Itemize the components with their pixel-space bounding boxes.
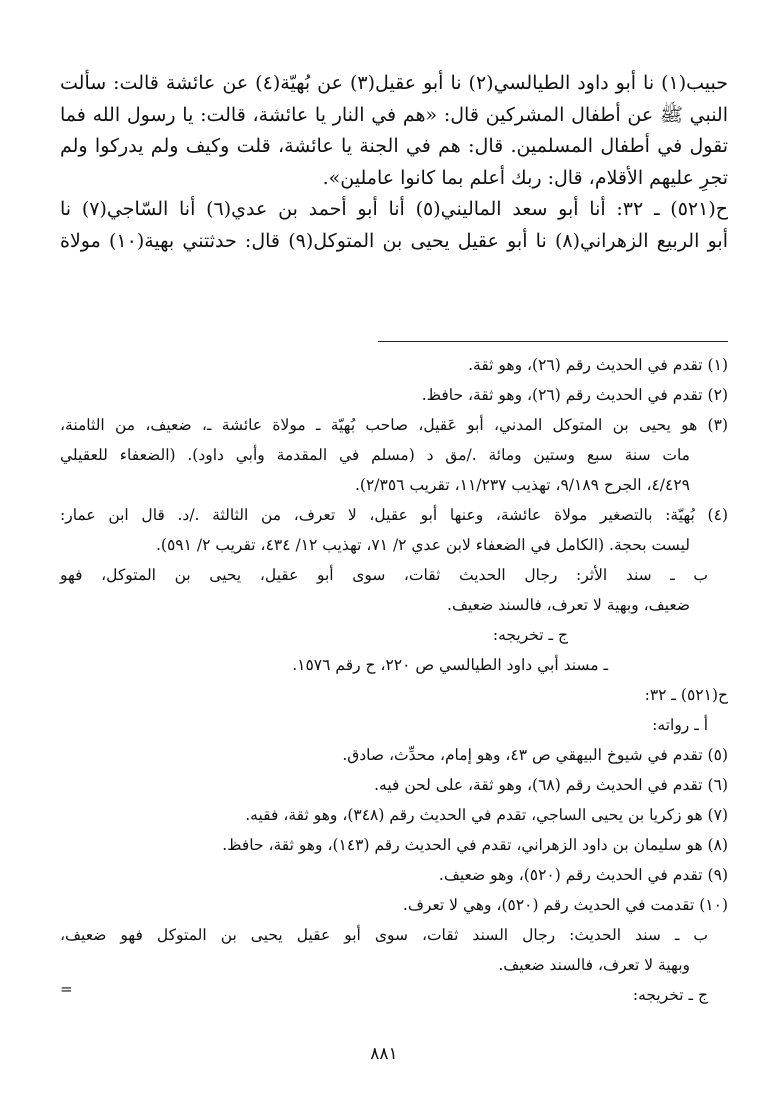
footnote-line: ٤/٤٢٩، الجرح ٩/١٨٩، تهذيب ١١/٢٣٧، تقريب ٢/٣٥٦). bbox=[355, 476, 690, 494]
footnote-line: أ ـ رواته: bbox=[652, 716, 708, 734]
footnote-line: (٥) تقدم في شيوخ البيهقي ص ٤٣، وهو إمام، محدِّث، صادق. bbox=[342, 746, 728, 764]
footnote-line: (٣) هو يحيى بن المتوكل المدني، أبو عَقيل، صاحب بُهيّة ـ مولاة عائشة ـ، ضعيف، من الثامنة، bbox=[60, 416, 728, 434]
footnote-line: مات سنة سبع وستين ومائة ./مق د (مسلم في المقدمة وأبي داود). (الضعفاء للعقيلي bbox=[60, 446, 690, 464]
footnote-line: (٢) تقدم في الحديث رقم (٢٦)، وهو ثقة، حافظ. bbox=[421, 386, 728, 404]
footnote-line: ب ـ سند الأثر: رجال الحديث ثقات، سوى أبو عقيل، يحيى بن المتوكل، فهو bbox=[60, 566, 708, 584]
footnote-line: ضعيف، وبهية لا تعرف، فالسند ضعيف. bbox=[447, 596, 690, 614]
footnote-line: (٧) هو زكريا بن يحيى الساجي، تقدم في الحديث رقم (٣٤٨)، وهو ثقة، فقيه. bbox=[245, 806, 728, 824]
footnote-line: (٨) هو سليمان بن داود الزهراني، تقدم في الحديث رقم (١٤٣)، وهو ثقة، حافظ. bbox=[222, 836, 728, 854]
main-line: النبي ﷺ عن أطفال المشركين قال: «هم في النار يا عائشة، قالت: يا رسول الله فما bbox=[60, 103, 728, 126]
footnote-line: ليست بحجة. (الكامل في الضعفاء لابن عدي ٢/ ٧١، تهذيب ١٢/ ٤٣٤، تقريب ٢/ ٥٩١). bbox=[156, 536, 690, 554]
footnote-line: ـ مسند أبي داود الطيالسي ص ٢٢٠، ح رقم ١٥٧٦. bbox=[292, 656, 608, 674]
main-line: حبيب(١) نا أبو داود الطيالسي(٢) نا أبو عقيل(٣) عن بُهيّة(٤) عن عائشة قالت: سألت bbox=[60, 72, 729, 94]
footnote-line: (١) تقدم في الحديث رقم (٢٦)، وهو ثقة. bbox=[468, 356, 728, 374]
main-text bbox=[60, 68, 728, 257]
footnote-line: (٩) تقدم في الحديث رقم (٥٢٠)، وهو ضعيف. bbox=[438, 866, 728, 884]
footnote-line: (١٠) تقدمت في الحديث رقم (٥٢٠)، وهي لا تعرف. bbox=[402, 896, 728, 914]
footnote-line: (٤) بُهيّة: بالتصغير مولاة عائشة، وعنها أبو عقيل، لا تعرف، من الثالثة ./د. قال ابن عمار: bbox=[60, 506, 728, 524]
footnote-line: ج ـ تخريجه: bbox=[492, 626, 568, 644]
footnote-line: وبهية لا تعرف، فالسند ضعيف. bbox=[498, 956, 690, 974]
continuation-mark: = bbox=[60, 980, 73, 998]
footnote-line: ج ـ تخريجه: bbox=[632, 986, 708, 1004]
main-line: تجرِ عليهم الأقلام، قال: ربك أعلم بما كانوا عاملين». bbox=[322, 166, 728, 189]
footnotes bbox=[60, 350, 728, 1010]
footnote-separator bbox=[378, 341, 728, 342]
main-line: أبو الربيع الزهراني(٨) نا أبو عقيل يحيى بن المتوكل(٩) قال: حدثتني بهية(١٠) مولاة bbox=[60, 229, 728, 252]
footnote-line: ح(٥٢١) ـ ٣٢: bbox=[644, 686, 728, 704]
main-line: ح(٥٢١) ـ ٣٢: أنا أبو سعد الماليني(٥) أنا أبو أحمد بن عدي(٦) أنا السّاجي(٧) نا bbox=[60, 198, 729, 220]
footnote-line: (٦) تقدم في الحديث رقم (٦٨)، وهو ثقة، على لحن فيه. bbox=[374, 776, 728, 794]
page-number: ٨٨١ bbox=[370, 1044, 398, 1064]
main-line: تقول في أطفال المسلمين. قال: هم في الجنة يا عائشة، قلت وكيف ولم يدركوا ولم bbox=[60, 135, 728, 157]
footnote-line: ب ـ سند الحديث: رجال السند ثقات، سوى أبو عقيل يحيى بن المتوكل فهو ضعيف، bbox=[60, 926, 708, 944]
